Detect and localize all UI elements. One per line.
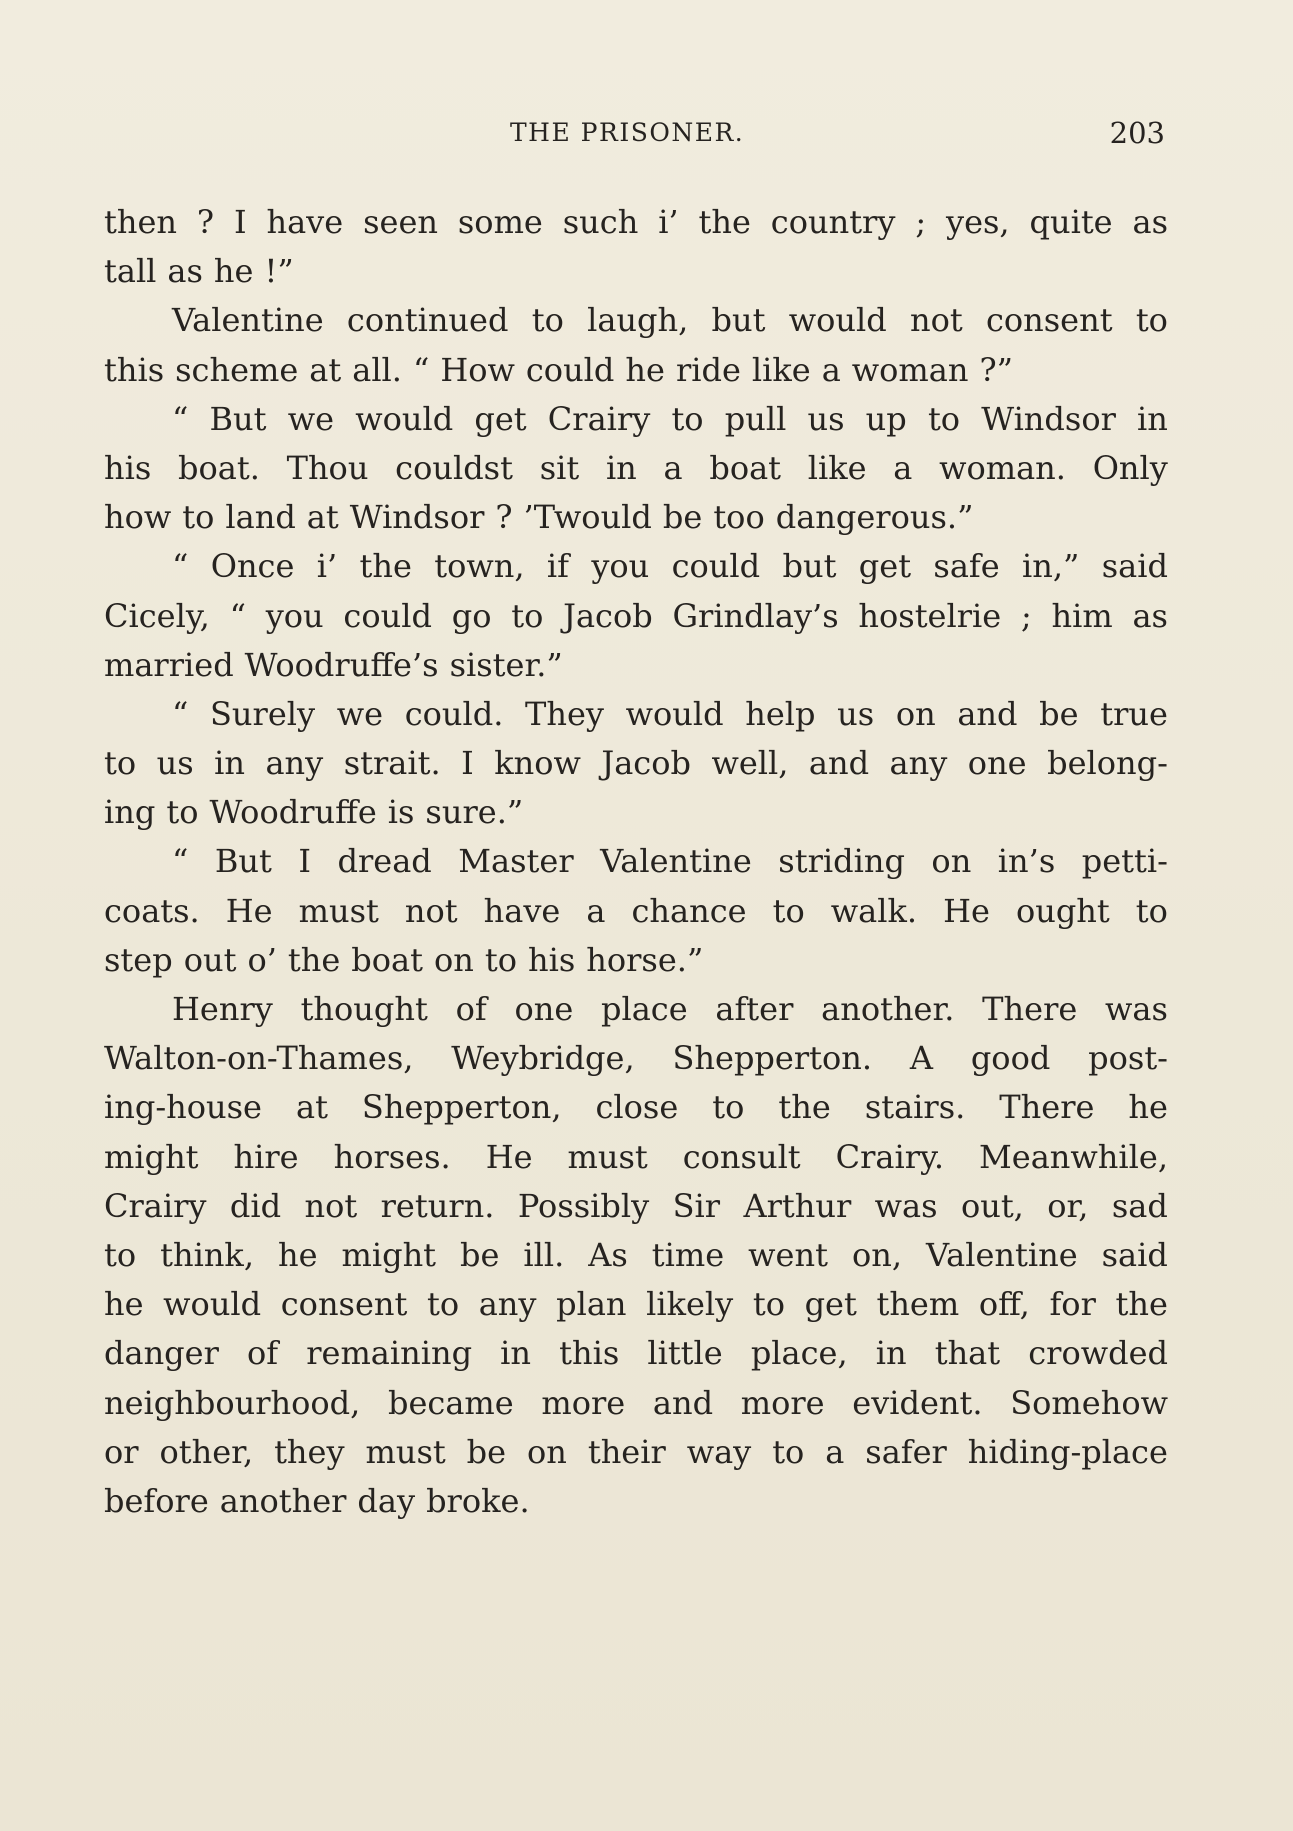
word: return. <box>380 1186 495 1225</box>
word: coats. <box>104 891 200 930</box>
word: he <box>625 350 665 389</box>
word: ill. <box>523 1235 565 1274</box>
word: one <box>967 744 1027 783</box>
word: hiding-place <box>967 1432 1168 1471</box>
word: but <box>711 301 766 340</box>
word: ; <box>1020 596 1032 635</box>
word: Surely <box>210 694 316 733</box>
word: ? <box>495 498 513 537</box>
word: thought <box>300 990 428 1028</box>
word: I <box>298 842 311 881</box>
word: well, <box>711 744 789 783</box>
word: Once <box>210 547 295 586</box>
word: us <box>837 694 875 733</box>
word: Jacob <box>563 596 653 635</box>
word: yes, <box>945 203 1010 241</box>
word: broke. <box>426 1481 530 1520</box>
body-text <box>104 198 1168 1526</box>
word: But <box>209 399 267 438</box>
word: to <box>426 1285 460 1324</box>
word: might <box>341 1235 437 1274</box>
word: might <box>104 1137 199 1176</box>
word: us <box>156 744 194 783</box>
word: Crairy <box>104 1186 207 1225</box>
text-line <box>104 296 1168 345</box>
word: As <box>588 1235 628 1274</box>
text-line <box>104 444 1168 493</box>
word: Valentine <box>925 1235 1078 1274</box>
word: in’s <box>997 842 1056 881</box>
text-line <box>104 1477 1168 1526</box>
word: then <box>104 203 178 241</box>
word: of <box>247 1334 279 1373</box>
text-line <box>104 837 1168 886</box>
word: have <box>483 891 561 930</box>
word: Shepperton, <box>361 1088 562 1127</box>
word: to <box>531 301 564 340</box>
word: get <box>858 547 912 586</box>
word: in <box>1137 399 1168 438</box>
word: any <box>478 1285 537 1324</box>
word: them <box>876 1285 960 1324</box>
word: went <box>748 1235 828 1274</box>
word: in <box>500 1334 531 1373</box>
word: ing <box>104 793 156 832</box>
word: to <box>671 399 704 438</box>
word: They <box>525 694 604 733</box>
text-line <box>104 1280 1168 1329</box>
word: other, <box>159 1432 254 1471</box>
word: Jacob <box>601 744 691 783</box>
word: !” <box>264 252 294 291</box>
word: must <box>567 1137 648 1176</box>
word: boat <box>709 448 782 487</box>
word: him <box>1051 596 1113 635</box>
text-line <box>104 1182 1168 1231</box>
word: and <box>957 694 1018 733</box>
word: but <box>782 547 837 586</box>
word: likely <box>646 1285 734 1324</box>
word: to <box>166 793 199 832</box>
word: o’ <box>247 940 277 979</box>
word: a <box>893 448 913 487</box>
word: woman <box>851 350 969 389</box>
word: their <box>587 1432 666 1471</box>
text-line <box>104 1428 1168 1477</box>
word: stairs. <box>864 1088 966 1127</box>
word: close <box>595 1088 679 1127</box>
word: his <box>527 940 576 979</box>
word: ?” <box>979 350 1013 389</box>
word: striding <box>778 842 905 881</box>
word: couldst <box>395 448 513 487</box>
word: on, <box>851 1235 902 1274</box>
word: “ <box>172 547 189 586</box>
word: Master <box>458 842 574 881</box>
word: out, <box>960 1186 1024 1225</box>
word: ought <box>1015 891 1110 930</box>
word: Windsor <box>981 399 1116 438</box>
word: hostelrie <box>858 596 1002 635</box>
text-line <box>104 1231 1168 1280</box>
word: consent <box>280 1285 408 1324</box>
word: Grindlay’s <box>672 596 839 635</box>
word: “ <box>172 399 189 438</box>
word: on <box>895 694 936 733</box>
word: help <box>745 694 816 733</box>
word: the <box>698 203 751 241</box>
word: in <box>875 1334 907 1373</box>
word: Valentine <box>600 842 752 881</box>
text-line <box>104 542 1168 591</box>
word: on <box>433 940 474 979</box>
word: all. <box>352 350 402 389</box>
word: before <box>104 1481 209 1520</box>
word: safe <box>933 547 1000 586</box>
text-line <box>104 690 1168 739</box>
word: A <box>909 1039 933 1078</box>
word: as <box>1132 596 1168 635</box>
word: He <box>943 891 990 930</box>
word: like <box>807 448 867 487</box>
word: out <box>183 940 237 979</box>
word: boat <box>351 940 423 979</box>
word: Crairy. <box>835 1137 945 1176</box>
word: his <box>104 448 152 487</box>
word: time <box>651 1235 725 1274</box>
text-line <box>104 247 1168 296</box>
text-line <box>104 1133 1168 1182</box>
word: how <box>104 498 172 537</box>
word: “ <box>229 596 246 635</box>
word: to <box>104 1235 137 1274</box>
text-line <box>104 198 1168 247</box>
word: is <box>387 793 415 832</box>
word: at <box>306 498 339 537</box>
word: could <box>343 596 432 635</box>
word: i’ <box>658 203 679 241</box>
word: or <box>104 1432 139 1471</box>
word: such <box>562 203 639 241</box>
word: dangerous.” <box>775 498 974 537</box>
word: Somehow <box>1010 1383 1168 1422</box>
word: scheme <box>175 350 299 389</box>
word: could. <box>404 694 504 733</box>
word: consent <box>985 301 1113 340</box>
word: off, <box>978 1285 1030 1324</box>
word: get <box>474 399 527 438</box>
word: laugh, <box>587 301 689 340</box>
word: Meanwhile, <box>979 1137 1168 1176</box>
word: place, <box>750 1334 848 1373</box>
word: be <box>466 1432 507 1471</box>
word: one <box>514 990 574 1028</box>
word: sit <box>539 448 580 487</box>
word: that <box>934 1334 1001 1373</box>
word: day <box>357 1481 416 1520</box>
word: There <box>982 990 1078 1028</box>
word: as <box>167 252 203 291</box>
word: to <box>104 744 137 783</box>
word: a <box>663 448 683 487</box>
word: a <box>825 1432 845 1471</box>
word: he <box>277 1235 318 1274</box>
word: to <box>772 891 805 930</box>
word: dread <box>337 842 432 881</box>
word: after <box>715 990 794 1028</box>
word: as <box>1132 203 1168 241</box>
word: another. <box>821 990 955 1028</box>
word: neighbourhood, <box>104 1383 361 1422</box>
running-title: THE PRISONER. <box>510 118 745 147</box>
running-head <box>0 113 1293 153</box>
text-line <box>104 1083 1168 1132</box>
word: Valentine <box>172 301 324 340</box>
word: to <box>511 596 544 635</box>
word: must <box>298 891 379 930</box>
word: I <box>233 203 247 241</box>
word: would <box>163 1285 262 1324</box>
word: not <box>404 891 458 930</box>
word: Only <box>1092 448 1168 487</box>
word: did <box>229 1186 282 1225</box>
word: sad <box>1111 1186 1168 1225</box>
word: some <box>457 203 543 241</box>
word: plan <box>556 1285 627 1324</box>
word: was <box>1105 990 1168 1028</box>
word: consult <box>682 1137 801 1176</box>
word: How <box>440 350 515 389</box>
word: this <box>104 350 165 389</box>
word: be <box>662 498 703 537</box>
text-line <box>104 641 1168 690</box>
word: ? <box>196 203 215 241</box>
word: he <box>1128 1088 1168 1127</box>
word: a <box>586 891 606 930</box>
word: to <box>712 1088 745 1127</box>
word: know <box>494 744 581 783</box>
word: any <box>265 744 324 783</box>
word: to <box>752 1285 785 1324</box>
word: He <box>225 891 273 930</box>
word: another <box>219 1481 347 1520</box>
page-number: 203 <box>1109 116 1165 150</box>
word: at <box>295 1088 328 1127</box>
word: true <box>1100 694 1168 733</box>
word: safer <box>865 1432 947 1471</box>
text-line <box>104 395 1168 444</box>
word: have <box>266 203 344 241</box>
word: or, <box>1047 1186 1089 1225</box>
word: could <box>671 547 761 586</box>
word: be <box>460 1235 500 1274</box>
word: would <box>788 301 887 340</box>
word: in <box>214 744 245 783</box>
word: sure.” <box>425 793 524 832</box>
word: said <box>1101 1235 1168 1274</box>
word: Windsor <box>349 498 485 537</box>
word: way <box>686 1432 752 1471</box>
text-line <box>104 592 1168 641</box>
word: But <box>214 842 272 881</box>
word: not <box>304 1186 358 1225</box>
word: was <box>874 1186 938 1225</box>
word: ing-house <box>104 1088 262 1127</box>
word: Crairy <box>547 399 651 438</box>
text-line <box>104 788 1168 837</box>
word: any <box>889 744 948 783</box>
word: we <box>336 694 384 733</box>
word: There <box>999 1088 1095 1127</box>
word: this <box>559 1334 620 1373</box>
word: crowded <box>1028 1334 1168 1373</box>
word: danger <box>104 1334 219 1373</box>
word: in <box>605 448 637 487</box>
word: quite <box>1029 203 1113 241</box>
word: the <box>287 940 341 979</box>
word: horses. <box>333 1137 451 1176</box>
word: Shepperton. <box>672 1039 873 1078</box>
word: be <box>1039 694 1079 733</box>
word: Arthur <box>743 1186 852 1225</box>
word: you <box>265 596 324 635</box>
word: tall <box>104 252 157 291</box>
word: Walton-on-Thames, <box>104 1039 414 1078</box>
word: he <box>213 252 254 291</box>
word: strait. <box>343 744 441 783</box>
word: they <box>274 1432 345 1471</box>
word: Cicely, <box>104 596 210 635</box>
word: a <box>821 350 841 389</box>
word: too <box>713 498 765 537</box>
text-line <box>104 739 1168 788</box>
word: he <box>104 1285 144 1324</box>
word: boat. <box>178 448 260 487</box>
word: little <box>647 1334 723 1373</box>
word: continued <box>346 301 509 340</box>
word: ; <box>915 203 927 241</box>
word: became <box>388 1383 514 1422</box>
text-line <box>104 887 1168 936</box>
word: if <box>546 547 569 586</box>
word: evident. <box>852 1383 983 1422</box>
word: Woodruffe’s <box>244 645 439 684</box>
text-line <box>104 1329 1168 1378</box>
word: more <box>541 1383 626 1422</box>
word: woman. <box>939 448 1066 487</box>
word: Woodruffe <box>209 793 377 832</box>
word: for <box>1049 1285 1096 1324</box>
word: i’ <box>316 547 338 586</box>
word: ride <box>675 350 741 389</box>
word: walk. <box>830 891 918 930</box>
word: Possibly <box>517 1186 650 1225</box>
word: and <box>652 1383 714 1422</box>
word: of <box>455 990 487 1028</box>
word: He <box>485 1137 533 1176</box>
word: to <box>1135 891 1168 930</box>
text-line <box>104 1379 1168 1428</box>
text-line <box>104 985 1168 1034</box>
text-line <box>104 936 1168 985</box>
word: would <box>355 399 454 438</box>
word: the <box>1115 1285 1168 1324</box>
word: post- <box>1088 1039 1168 1078</box>
word: I <box>461 744 474 783</box>
word: like <box>751 350 811 389</box>
word: more <box>740 1383 825 1422</box>
word: to <box>927 399 961 438</box>
word: in,” <box>1022 547 1080 586</box>
word: chance <box>631 891 747 930</box>
word: the <box>359 547 412 586</box>
word: Weybridge, <box>451 1039 635 1078</box>
word: step <box>104 940 173 979</box>
word: up <box>865 399 907 438</box>
word: “ <box>412 350 430 389</box>
word: said <box>1101 547 1168 586</box>
word: petti- <box>1081 842 1168 881</box>
word: town, <box>434 547 525 586</box>
word: country <box>770 203 896 241</box>
word: Sir <box>672 1186 721 1225</box>
word: on <box>527 1432 567 1471</box>
word: you <box>591 547 650 586</box>
word: think, <box>160 1235 254 1274</box>
word: pull <box>724 399 787 438</box>
word: to <box>182 498 215 537</box>
word: must <box>365 1432 446 1471</box>
word: ’Twould <box>523 498 652 537</box>
word: the <box>778 1088 831 1127</box>
word: “ <box>172 842 189 881</box>
text-line <box>104 1034 1168 1083</box>
word: Thou <box>286 448 369 487</box>
word: us <box>807 399 845 438</box>
text-line <box>104 493 1168 542</box>
word: get <box>804 1285 857 1324</box>
text-line <box>104 346 1168 395</box>
word: on <box>931 842 972 881</box>
word: go <box>451 596 492 635</box>
word: Henry <box>172 990 273 1028</box>
word: sister.” <box>449 645 563 684</box>
word: place <box>600 990 688 1028</box>
word: married <box>104 645 234 684</box>
word: to <box>1135 301 1168 340</box>
word: hire <box>233 1137 299 1176</box>
word: would <box>625 694 724 733</box>
word: and <box>808 744 870 783</box>
word: to <box>484 940 517 979</box>
word: land <box>225 498 296 537</box>
word: remaining <box>306 1334 473 1373</box>
word: we <box>287 399 335 438</box>
word: at <box>309 350 342 389</box>
word: not <box>909 301 963 340</box>
word: could <box>525 350 615 389</box>
word: seen <box>363 203 438 241</box>
word: good <box>970 1039 1051 1078</box>
word: to <box>772 1432 805 1471</box>
word: belong- <box>1047 744 1168 783</box>
word: “ <box>172 694 189 733</box>
word: horse.” <box>586 940 704 979</box>
